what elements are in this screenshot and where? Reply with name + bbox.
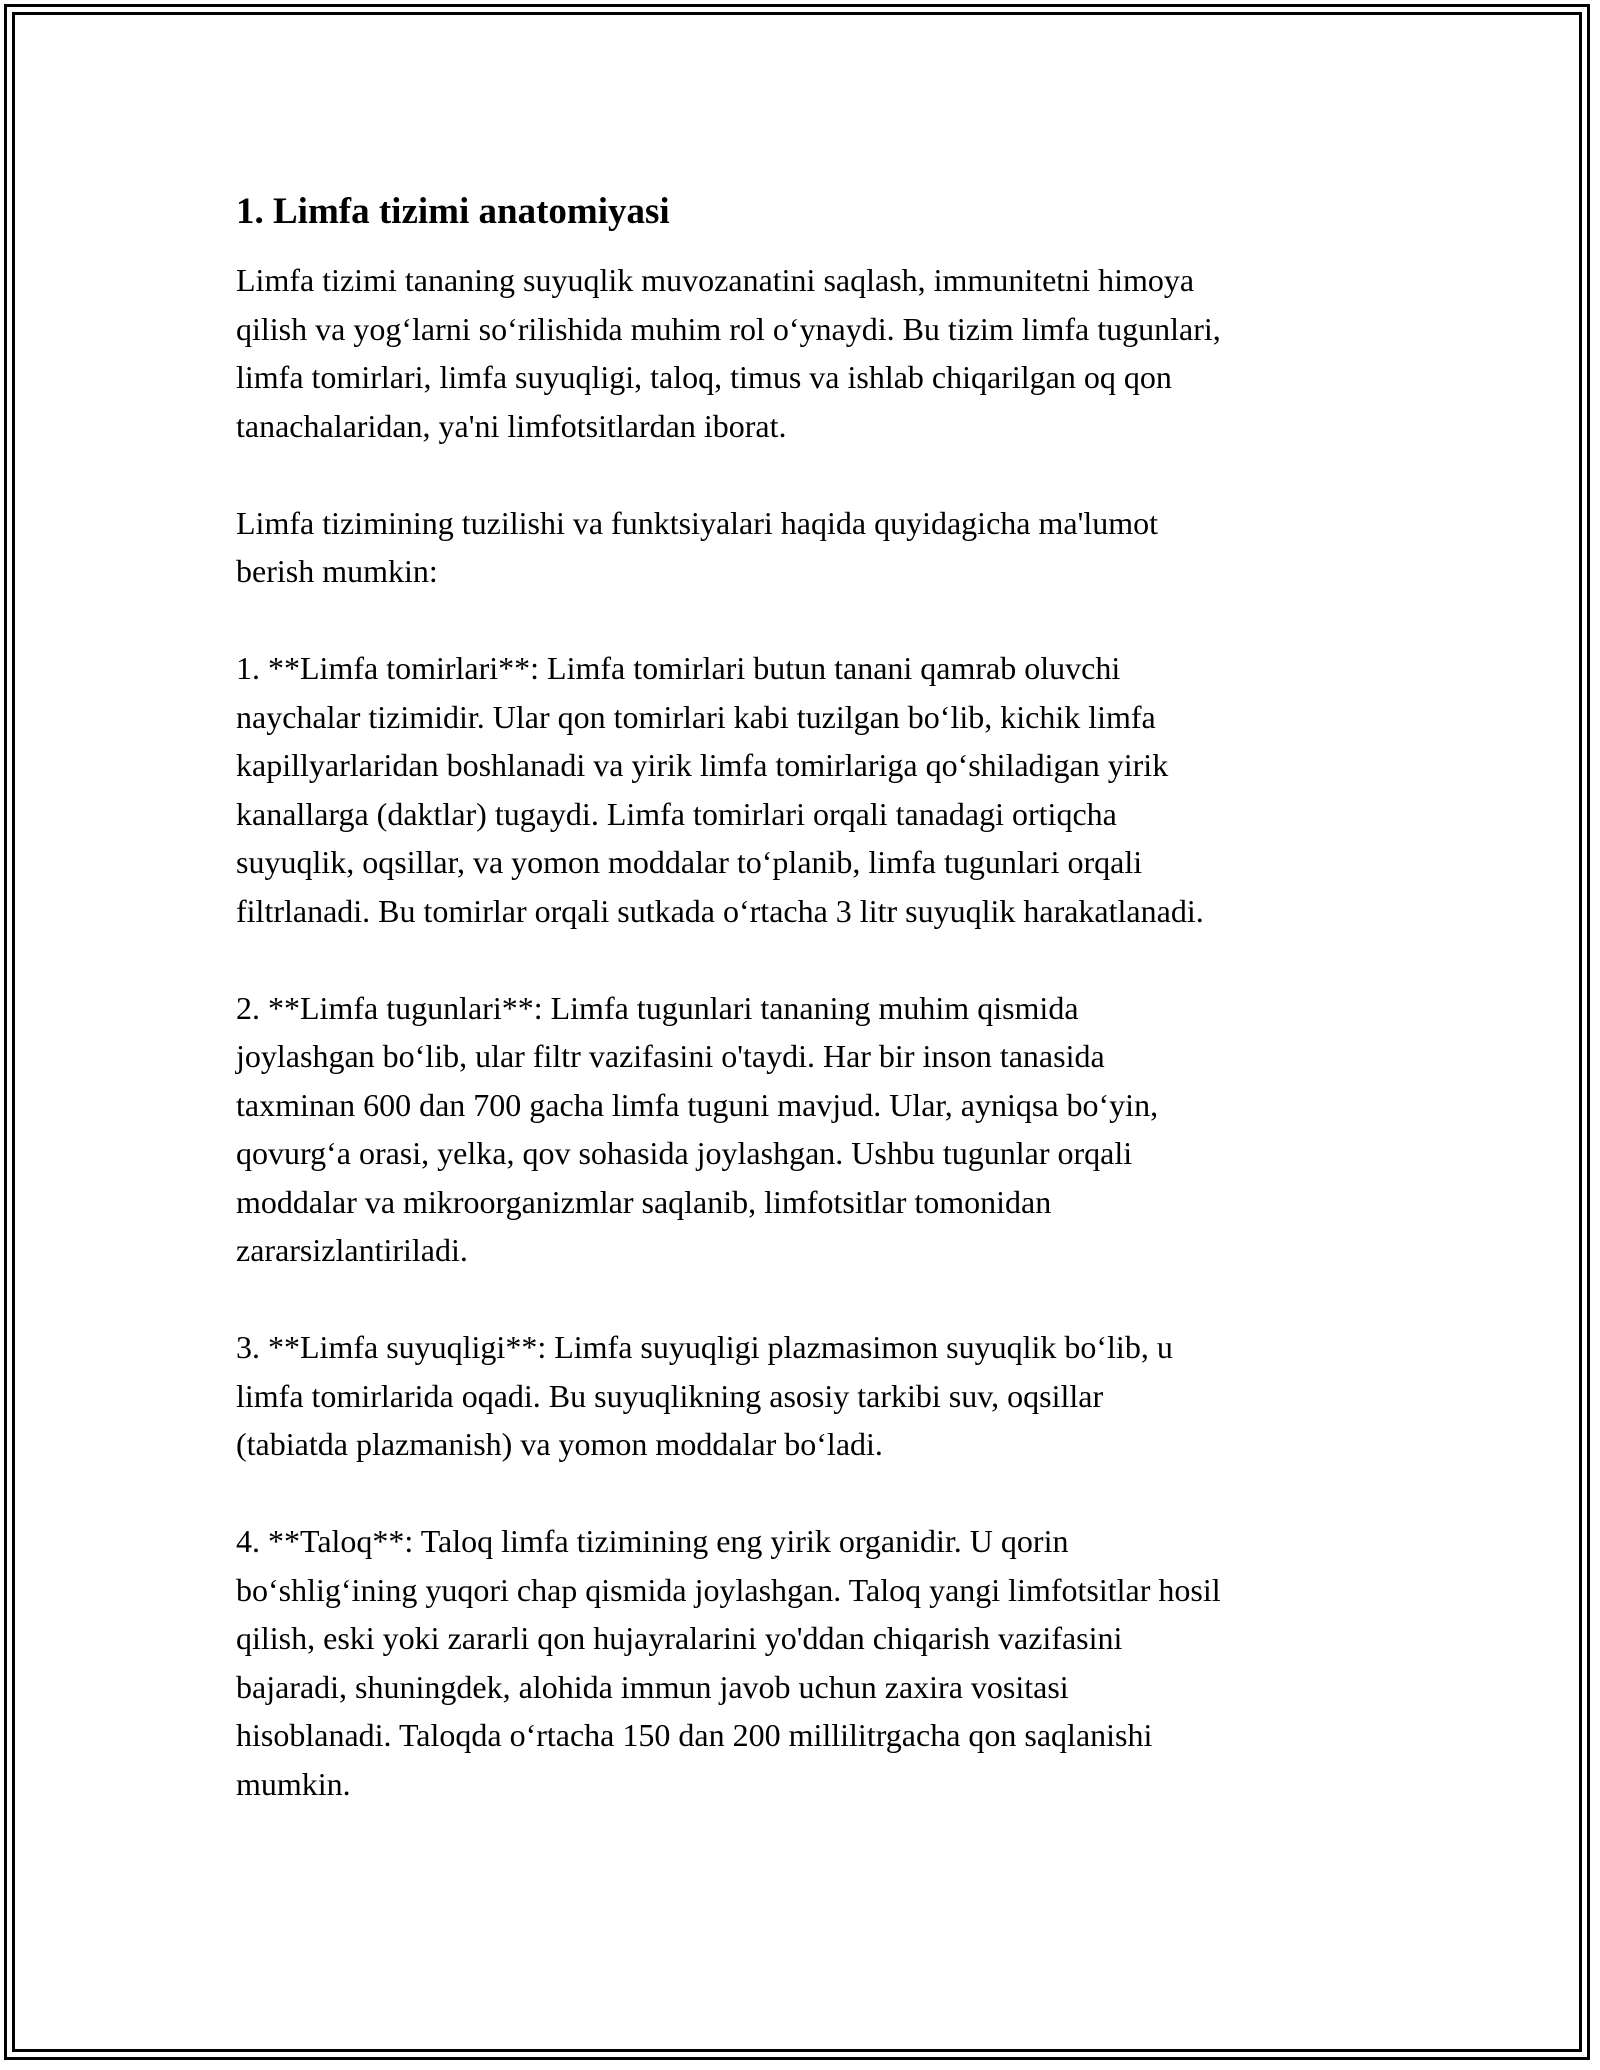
text-line: berish mumkin: xyxy=(236,553,438,589)
section-heading: 1. Limfa tizimi anatomiyasi xyxy=(236,191,670,232)
text-line: naychalar tizimidir. Ular qon tomirlari kabi tuzilgan bo‘lib, kichik limfa xyxy=(236,698,1156,735)
paragraph-lymph-vessels xyxy=(236,644,1376,935)
text-line: limfa tomirlarida oqadi. Bu suyuqlikning asosiy tarkibi suv, oqsillar xyxy=(236,1377,1104,1414)
text-line: zararsizlantiriladi. xyxy=(236,1232,468,1268)
text-line: 2. **Limfa tugunlari**: Limfa tugunlari tananing muhim qismida xyxy=(236,989,1079,1026)
paragraph-lymph-nodes xyxy=(236,984,1376,1275)
text-line: kapillyarlaridan boshlanadi va yirik limfa tomirlariga qo‘shiladigan yirik xyxy=(236,747,1169,783)
text-line: bajaradi, shuningdek, alohida immun javob uchun zaxira vositasi xyxy=(236,1668,1069,1705)
text-line: Limfa tizimi tananing suyuqlik muvozanatini saqlash, immunitetni himoya xyxy=(236,262,1195,298)
text-line: taxminan 600 dan 700 gacha limfa tuguni mavjud. Ular, ayniqsa bo‘yin, xyxy=(236,1086,1159,1123)
text-line: (tabiatda plazmanish) va yomon moddalar bo‘ladi. xyxy=(236,1426,883,1462)
text-line: 1. **Limfa tomirlari**: Limfa tomirlari butun tanani qamrab oluvchi xyxy=(236,650,1121,686)
text-line: hisoblanadi. Taloqda o‘rtacha 150 dan 200 millilitrgacha qon saqlanishi xyxy=(236,1717,1153,1753)
text-line: 4. **Taloq**: Taloq limfa tizimining eng yirik organidir. U qorin xyxy=(236,1523,1069,1559)
text-line: filtrlanadi. Bu tomirlar orqali sutkada o‘rtacha 3 litr suyuqlik harakatlanadi. xyxy=(236,892,1204,929)
document-body xyxy=(236,186,1376,1808)
text-line: qovurg‘a orasi, yelka, qov sohasida joylashgan. Ushbu tugunlar orqali xyxy=(236,1135,1133,1171)
text-line: moddalar va mikroorganizmlar saqlanib, limfotsitlar tomonidan xyxy=(236,1183,1052,1220)
paragraph-structure-intro xyxy=(236,499,1376,596)
text-line: qilish, eski yoki zararli qon hujayralarini yo'ddan chiqarish vazifasini xyxy=(236,1620,1123,1656)
text-line: qilish va yog‘larni so‘rilishida muhim rol o‘ynaydi. Bu tizim limfa tugunlari, xyxy=(236,310,1221,347)
text-line: 3. **Limfa suyuqligi**: Limfa suyuqligi plazmasimon suyuqlik bo‘lib, u xyxy=(236,1329,1173,1365)
text-line: Limfa tizimining tuzilishi va funktsiyalari haqida quyidagicha ma'lumot xyxy=(236,504,1158,541)
text-line: mumkin. xyxy=(236,1765,351,1802)
text-line: bo‘shlig‘ining yuqori chap qismida joylashgan. Taloq yangi limfotsitlar hosil xyxy=(236,1571,1221,1608)
paragraph-spleen xyxy=(236,1517,1376,1808)
text-line: tanachalaridan, ya'ni limfotsitlardan iborat. xyxy=(236,407,787,444)
text-line: suyuqlik, oqsillar, va yomon moddalar to‘planib, limfa tugunlari orqali xyxy=(236,844,1143,880)
text-line: limfa tomirlari, limfa suyuqligi, taloq, timus va ishlab chiqarilgan oq qon xyxy=(236,359,1172,395)
text-line: joylashgan bo‘lib, ular filtr vazifasini o'taydi. Har bir inson tanasida xyxy=(236,1038,1105,1074)
text-line: kanallarga (daktlar) tugaydi. Limfa tomirlari orqali tanadagi ortiqcha xyxy=(236,795,1117,832)
paragraph-intro xyxy=(236,256,1376,450)
paragraph-lymph-fluid xyxy=(236,1323,1376,1469)
